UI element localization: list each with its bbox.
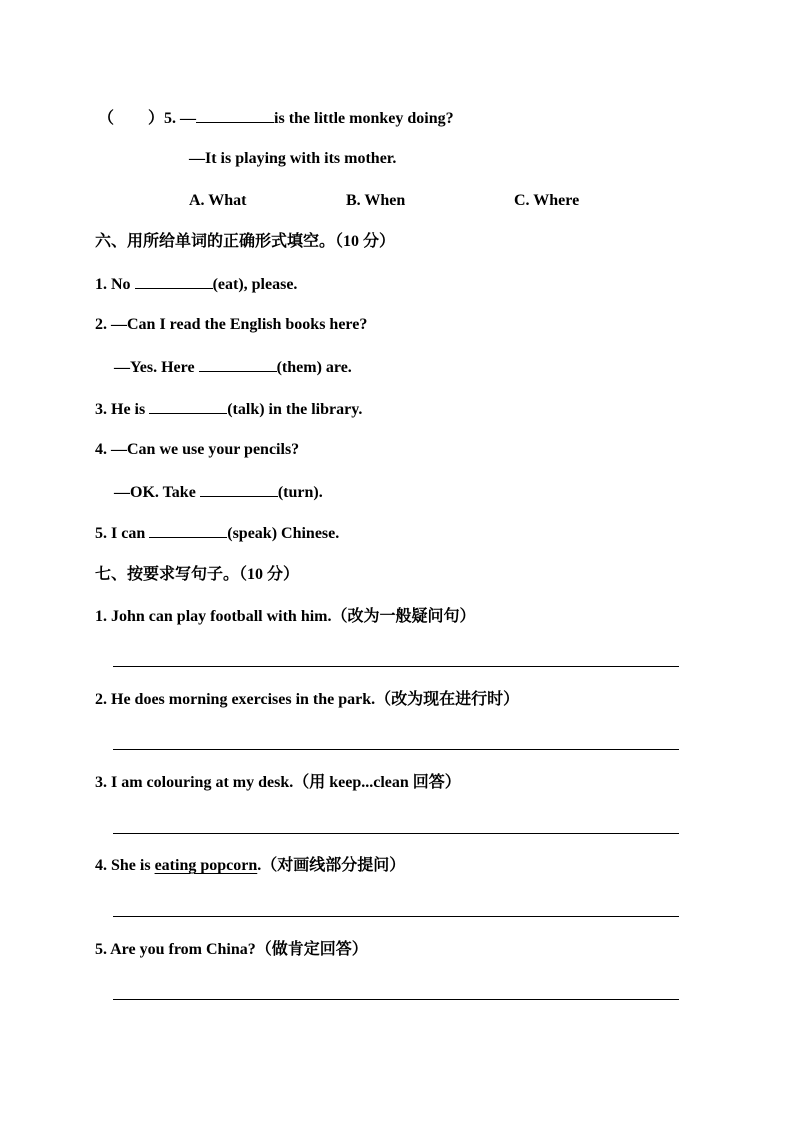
q5-option-a: A. What — [189, 192, 247, 209]
q5-option-b: B. When — [346, 192, 406, 209]
section6-title: 六、用所给单词的正确形式填空。（10 分） — [95, 233, 396, 250]
s6-item-2-answer — [114, 357, 352, 378]
s6-item-5-post: (speak) Chinese. — [227, 525, 340, 542]
answer-bracket-open: （ — [98, 110, 115, 127]
s7-q2-answer-line[interactable] — [113, 749, 679, 750]
s6-item-5 — [95, 523, 339, 544]
answer-bracket-close: ） — [148, 110, 165, 127]
s7-q1: 1. John can play football with him.（改为一般疑问句） — [95, 608, 476, 625]
s6-item-2-pre: —Yes. Here — [114, 359, 199, 376]
q5-blank[interactable] — [196, 108, 274, 123]
s7-q2: 2. He does morning exercises in the park.（改为现在进行时） — [95, 691, 520, 708]
section7-title: 七、按要求写句子。（10 分） — [95, 566, 300, 583]
s7-q4-underlined-phrase: eating popcorn — [154, 857, 258, 874]
s6-item-4-post: (turn). — [277, 484, 323, 501]
q5-text: is the little monkey doing? — [274, 110, 454, 127]
s6-item-3-post: (talk) in the library. — [227, 401, 363, 418]
s6-item-4-question: 4. —Can we use your pencils? — [95, 441, 300, 458]
s6-item-5-pre: 5. I can — [95, 525, 150, 542]
s6-item-4-pre: —OK. Take — [114, 484, 200, 501]
s6-item-1-blank[interactable] — [135, 274, 213, 289]
s6-item-1-post: (eat), please. — [212, 276, 298, 293]
s6-item-3-blank[interactable] — [149, 399, 227, 414]
s7-q1-answer-line[interactable] — [113, 666, 679, 667]
s7-q4-post: .（对画线部分提问） — [257, 857, 406, 874]
s6-item-2-question: 2. —Can I read the English books here? — [95, 316, 368, 333]
s7-q3-answer-line[interactable] — [113, 833, 679, 834]
q5-option-c: C. Where — [514, 192, 580, 209]
s7-q4 — [95, 856, 405, 876]
s6-item-1 — [95, 274, 297, 295]
q5-reply: —It is playing with its mother. — [189, 150, 397, 167]
s7-q4-pre: 4. She is — [95, 857, 155, 874]
s6-item-1-pre: 1. No — [95, 276, 135, 293]
s6-item-3-pre: 3. He is — [95, 401, 150, 418]
q5-stem — [98, 108, 454, 129]
q5-number: 5. — — [164, 110, 197, 127]
s7-q5: 5. Are you from China?（做肯定回答） — [95, 941, 368, 958]
s6-item-2-post: (them) are. — [276, 359, 352, 376]
s6-item-4-answer — [114, 482, 323, 503]
s6-item-4-blank[interactable] — [200, 482, 278, 497]
s7-q3: 3. I am colouring at my desk.（用 keep...clean 回答） — [95, 774, 461, 791]
s7-q5-answer-line[interactable] — [113, 999, 679, 1000]
s6-item-3 — [95, 399, 362, 420]
s7-q4-answer-line[interactable] — [113, 916, 679, 917]
s6-item-5-blank[interactable] — [149, 523, 227, 538]
s6-item-2-blank[interactable] — [199, 357, 277, 372]
